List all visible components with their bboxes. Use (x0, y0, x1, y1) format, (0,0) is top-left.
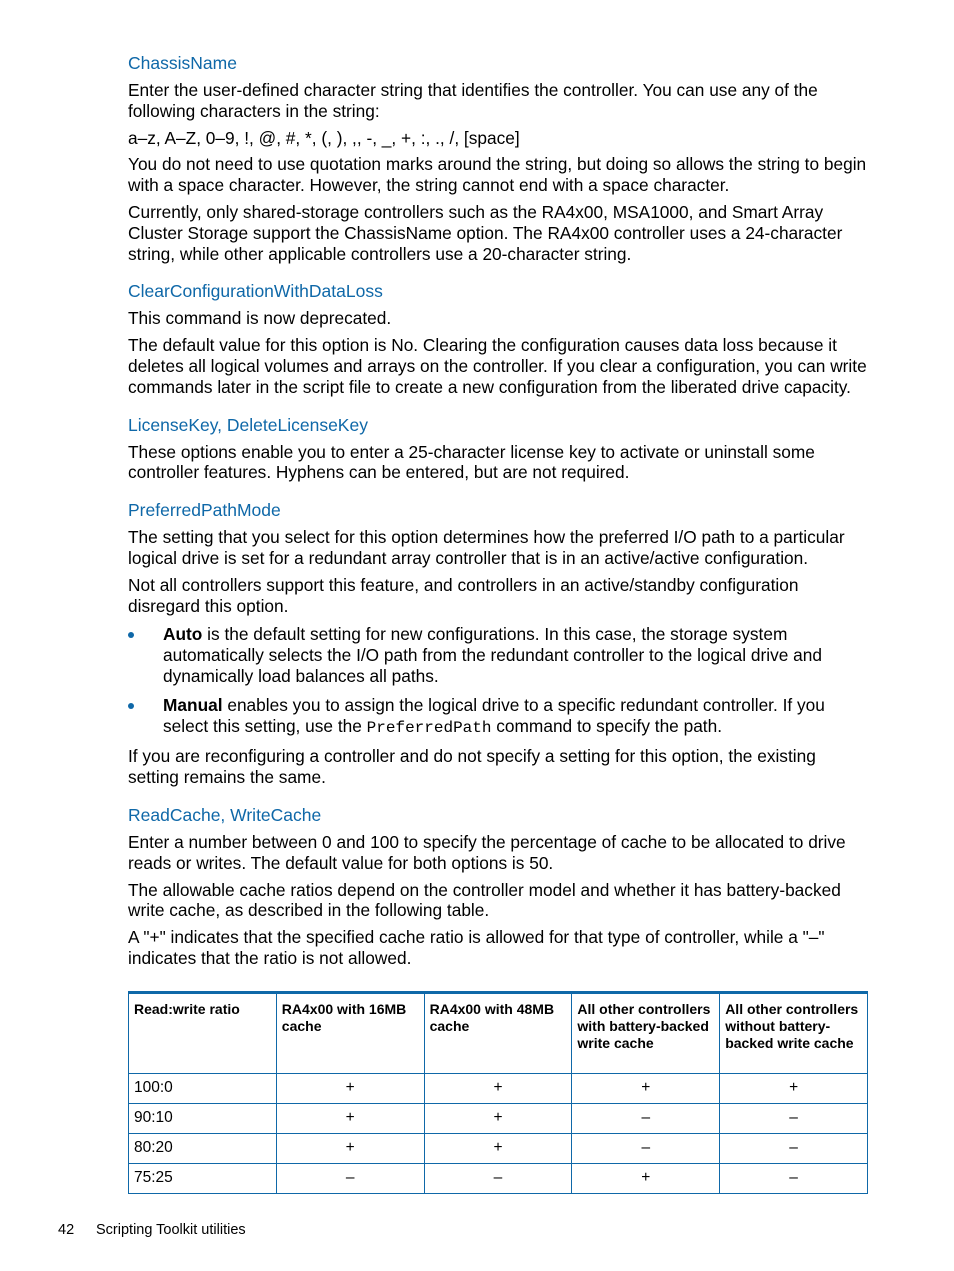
paragraph: A "+" indicates that the specified cache ratio is allowed for that type of controller, while a "–" indicates that the ratio is not allowed. (128, 927, 825, 968)
heading-readcache-writecache: ReadCache, WriteCache (128, 804, 322, 825)
column-header: All other controllers with battery-backed write cache (572, 992, 720, 1073)
table-cell: + (276, 1073, 424, 1103)
bullet-text: is the default setting for new configurations. In this case, the storage system automatically selects the I/O path from the redundant controller to the logical drive and dynamically load balances all paths. (163, 624, 822, 686)
code-preferredpath: PreferredPath (366, 718, 492, 737)
table-cell: – (572, 1103, 720, 1133)
heading-preferredpathmode: PreferredPathMode (128, 500, 281, 521)
table-cell: – (276, 1163, 424, 1193)
table-row (129, 1073, 868, 1103)
bullet-icon (128, 632, 134, 638)
table-cell: 75:25 (129, 1163, 277, 1193)
table-cell: + (424, 1133, 572, 1163)
paragraph: The allowable cache ratios depend on the controller model and whether it has battery-backed write cache, as described in the following table. (128, 879, 841, 921)
table-cell: 100:0 (129, 1073, 277, 1103)
heading-clearconfiguration: ClearConfigurationWithDataLoss (128, 281, 383, 302)
bullet-list (128, 624, 868, 738)
heading-licensekey: LicenseKey, DeleteLicenseKey (128, 414, 368, 435)
page-footer (58, 1222, 246, 1238)
table-cell: + (572, 1163, 720, 1193)
table-cell: – (720, 1103, 868, 1133)
paragraph: Enter a number between 0 and 100 to specify the percentage of cache to be allocated to drive reads or writes. The default value for both options is 50. (128, 831, 846, 873)
paragraph: Not all controllers support this feature, and controllers in an active/standby configuration disregard this option. (128, 574, 799, 616)
paragraph: The setting that you select for this option determines how the preferred I/O path to a particular logical drive is set for a redundant array controller that is in an active/active configuration. (128, 527, 845, 568)
list-item (128, 624, 868, 686)
table-row (129, 1163, 868, 1193)
table-cell: 80:20 (129, 1133, 277, 1163)
table-cell: + (276, 1133, 424, 1163)
cache-ratio-table (128, 991, 868, 1194)
paragraph: The default value for this option is No. Clearing the configuration causes data loss because it deletes all logical volumes and arrays on the controller. If you clear a configuration, you can write commands later in the script file to create a new configuration from the liberated drive capacity. (128, 335, 867, 397)
paragraph: If you are reconfiguring a controller and do not specify a setting for this option, the existing setting remains the same. (128, 746, 816, 788)
table-cell: + (424, 1103, 572, 1133)
footer-title: Scripting Toolkit utilities (96, 1222, 246, 1238)
column-header: RA4x00 with 16MB cache (276, 992, 424, 1073)
paragraph: These options enable you to enter a 25-character license key to activate or uninstall some controller features. Hyphens can be entered, but are not required. (128, 441, 815, 483)
bullet-icon (128, 703, 134, 709)
table-cell: – (572, 1133, 720, 1163)
table-row (129, 1103, 868, 1133)
table-cell: + (276, 1103, 424, 1133)
paragraph: Enter the user-defined character string that identifies the controller. You can use any of the following characters in the string: (128, 80, 818, 121)
table-cell: + (572, 1073, 720, 1103)
paragraph: You do not need to use quotation marks around the string, but doing so allows the string to begin with a space character. However, the string cannot end with a space character. (128, 154, 867, 196)
table-header-row (129, 992, 868, 1073)
column-header: Read:write ratio (129, 992, 277, 1073)
paragraph: a–z, A–Z, 0–9, !, @, #, *, (, ), ,, -, _, +, :, ., /, [space] (128, 127, 520, 148)
table-cell: – (424, 1163, 572, 1193)
table-cell: 90:10 (129, 1103, 277, 1133)
page-number: 42 (58, 1222, 75, 1238)
table-cell: – (720, 1133, 868, 1163)
table-cell: + (424, 1073, 572, 1103)
heading-chassisname: ChassisName (128, 53, 237, 73)
bullet-term: Manual (163, 694, 223, 715)
list-item (128, 695, 868, 739)
table-cell: – (720, 1163, 868, 1193)
paragraph: Currently, only shared-storage controllers such as the RA4x00, MSA1000, and Smart Array Cluster Storage support the ChassisName option. The RA4x00 controller uses a 24-character string, while other applicable controllers use a 20-character string. (128, 201, 843, 264)
table-cell: + (720, 1073, 868, 1103)
column-header: RA4x00 with 48MB cache (424, 992, 572, 1073)
column-header: All other controllers without battery-backed write cache (720, 992, 868, 1073)
page-content (128, 52, 868, 1194)
paragraph: This command is now deprecated. (128, 308, 392, 329)
bullet-text: command to specify the path. (491, 715, 723, 736)
bullet-term: Auto (163, 624, 203, 645)
bullet-text: enables you to assign the logical drive to a specific redundant controller. If you select this setting, use the (163, 694, 825, 736)
table-row (129, 1133, 868, 1163)
